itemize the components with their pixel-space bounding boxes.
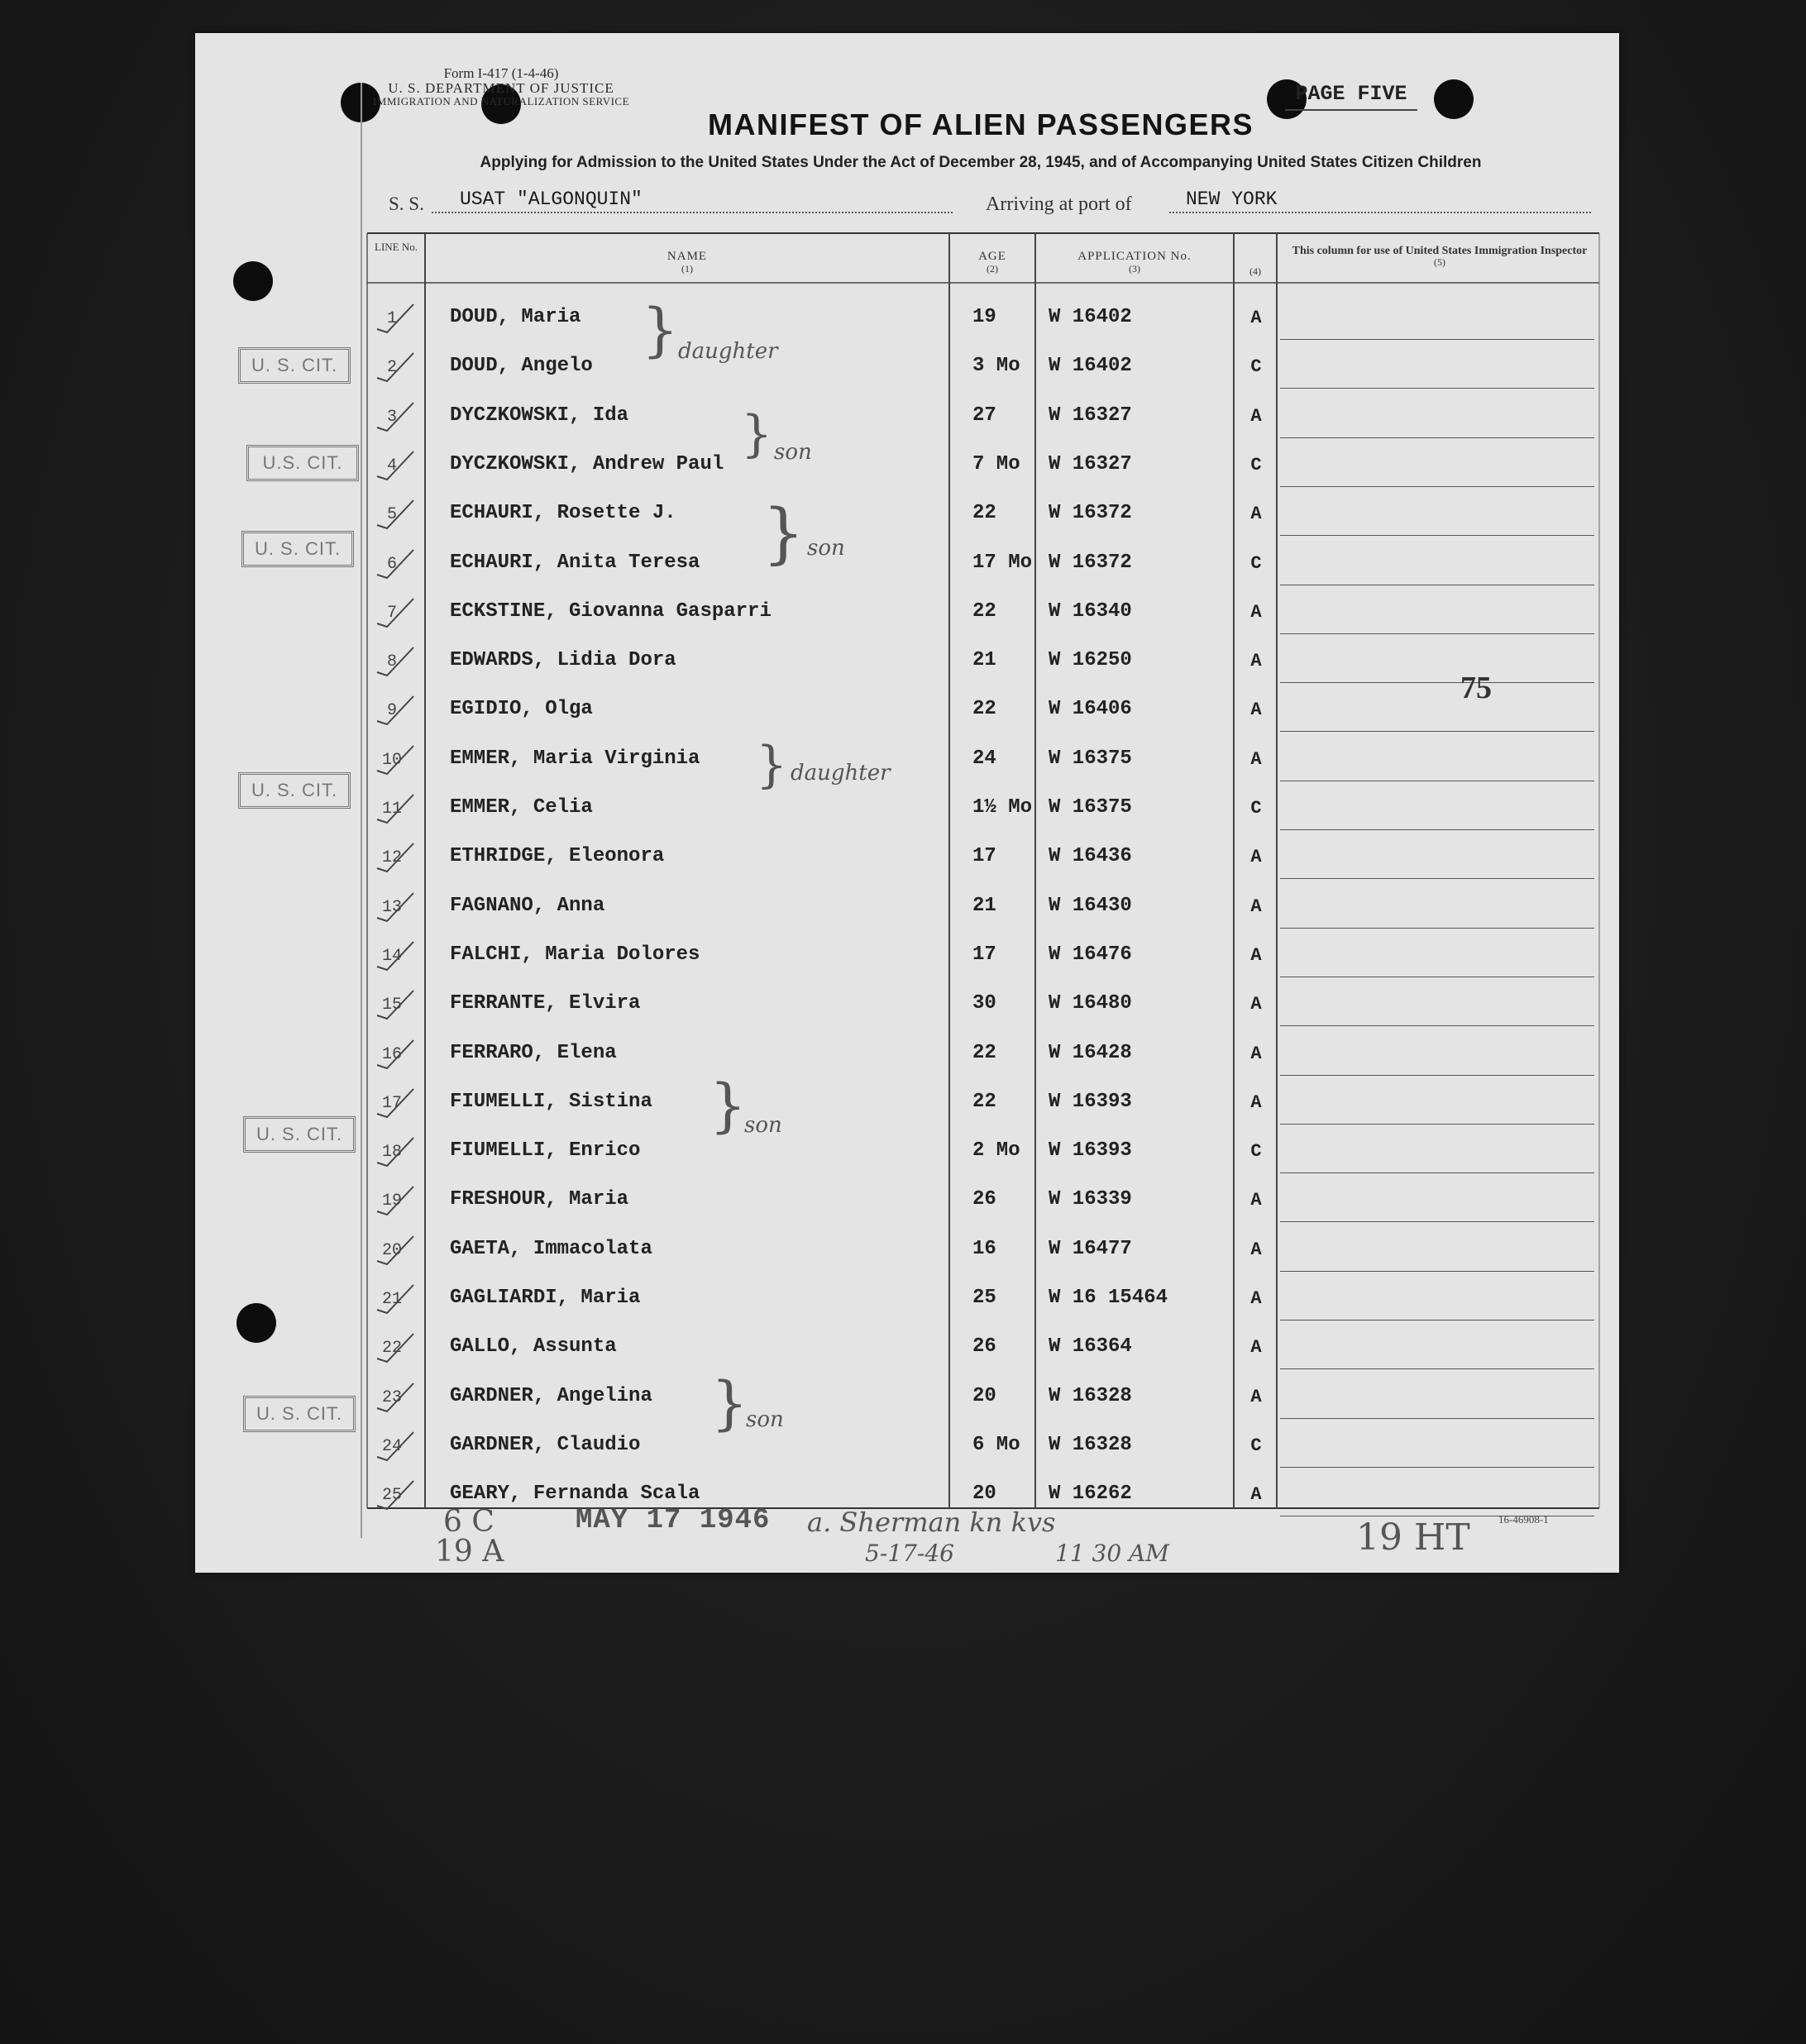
passenger-name: FERRARO, Elena <box>450 1041 617 1064</box>
passenger-age: 25 <box>972 1287 996 1309</box>
table-row <box>195 1082 1619 1131</box>
line-number: 11 <box>381 800 402 819</box>
tally-19ht: 19 HT <box>1356 1516 1470 1559</box>
application-number: W 16328 <box>1049 1384 1132 1407</box>
line-number: 20 <box>381 1240 402 1260</box>
line-number: 19 <box>381 1192 402 1211</box>
passenger-name: ECHAURI, Anita Teresa <box>450 551 700 574</box>
passenger-class: A <box>1250 1239 1262 1260</box>
passenger-class: A <box>1250 651 1262 672</box>
passenger-class: A <box>1250 1043 1262 1064</box>
passenger-name: FRESHOUR, Maria <box>450 1188 629 1211</box>
passenger-name: EMMER, Celia <box>450 796 593 819</box>
passenger-class: A <box>1250 1091 1262 1113</box>
inspector-rule <box>1280 1271 1594 1272</box>
passenger-name: GARDNER, Claudio <box>450 1433 641 1456</box>
application-number: W 16327 <box>1049 452 1132 475</box>
application-number: W 16406 <box>1049 698 1132 721</box>
passenger-name: EDWARDS, Lidia Dora <box>450 649 676 672</box>
table-row <box>195 1426 1619 1474</box>
passenger-class: C <box>1250 798 1262 819</box>
service-name: IMMIGRATION AND NATURALIZATION SERVICE <box>372 94 630 107</box>
line-number: 1 <box>386 309 397 328</box>
passenger-age: 6 Mo <box>972 1433 1020 1456</box>
application-number: W 16364 <box>1049 1335 1132 1359</box>
passenger-age: 1½ Mo <box>972 796 1033 819</box>
relation-note: son <box>746 1407 784 1432</box>
passenger-age: 22 <box>972 599 996 623</box>
passenger-class: A <box>1250 1288 1262 1309</box>
page-title: MANIFEST OF ALIEN PASSENGERS <box>707 107 1254 141</box>
passenger-name: GEARY, Fernanda Scala <box>450 1483 700 1506</box>
port-name: NEW YORK <box>1169 185 1591 213</box>
us-citizen-stamp: U. S. CIT. <box>238 347 351 384</box>
passenger-name: GALLO, Assunta <box>450 1335 617 1359</box>
us-citizen-stamp: U. S. CIT. <box>241 531 354 567</box>
inspector-rule <box>1280 1124 1594 1125</box>
handwritten-date: 5-17-46 <box>865 1540 954 1567</box>
passenger-age: 7 Mo <box>972 452 1020 475</box>
ship-label: S. S. <box>389 193 424 214</box>
application-number: W 16393 <box>1049 1139 1132 1163</box>
inspector-rule <box>1280 388 1594 389</box>
passenger-class: C <box>1250 1141 1262 1163</box>
table-row <box>195 1327 1619 1376</box>
passenger-age: 21 <box>972 649 996 672</box>
us-citizen-stamp: U.S. CIT. <box>246 445 359 481</box>
table-row <box>195 494 1619 542</box>
tally-19a: 19 A <box>435 1535 504 1569</box>
passenger-name: FAGNANO, Anna <box>450 894 605 917</box>
inspector-rule <box>1280 1368 1594 1369</box>
line-number: 2 <box>386 358 397 378</box>
col-header-age: AGE (2) <box>978 250 1006 275</box>
application-number: W 16372 <box>1049 551 1132 574</box>
ship-name: USAT "ALGONQUIN" <box>432 185 953 213</box>
application-number: W 16436 <box>1049 845 1132 868</box>
inspector-rule <box>1280 1172 1594 1173</box>
passenger-age: 20 <box>972 1483 996 1506</box>
relation-note: son <box>774 440 812 465</box>
passenger-age: 26 <box>972 1188 996 1211</box>
relation-note: son <box>744 1113 782 1138</box>
application-number: W 16476 <box>1049 943 1132 966</box>
application-number: W 16375 <box>1049 747 1132 770</box>
manifest-page <box>195 33 1619 1573</box>
passenger-class: A <box>1250 994 1262 1015</box>
table-row <box>195 543 1619 592</box>
line-number: 22 <box>381 1339 402 1359</box>
passenger-name: GARDNER, Angelina <box>450 1384 652 1407</box>
us-citizen-stamp: U. S. CIT. <box>243 1116 356 1153</box>
passenger-name: GAETA, Immacolata <box>450 1237 652 1260</box>
passenger-age: 22 <box>972 698 996 721</box>
passenger-name: GAGLIARDI, Maria <box>450 1287 641 1309</box>
passenger-age: 17 <box>972 845 996 868</box>
table-row <box>195 788 1619 837</box>
application-number: W 16328 <box>1049 1433 1132 1456</box>
passenger-class: A <box>1250 1190 1262 1211</box>
passenger-class: A <box>1250 944 1262 966</box>
inspector-rule <box>1280 486 1594 487</box>
handwritten-time: 11 30 AM <box>1055 1540 1169 1567</box>
line-number: 13 <box>381 897 402 917</box>
inspector-rule <box>1280 339 1594 340</box>
application-number: W 16428 <box>1049 1041 1132 1064</box>
inspector-rule <box>1280 1075 1594 1076</box>
passenger-name: FALCHI, Maria Dolores <box>450 943 700 966</box>
passenger-age: 22 <box>972 1041 996 1064</box>
passenger-name: EMMER, Maria Virginia <box>450 747 700 770</box>
table-row <box>195 1278 1619 1327</box>
col-header-name: NAME (1) <box>666 250 708 275</box>
line-number: 5 <box>386 505 397 525</box>
family-brace: } <box>741 405 773 463</box>
line-number: 25 <box>381 1486 402 1506</box>
line-number: 24 <box>381 1436 402 1456</box>
passenger-class: A <box>1250 847 1262 868</box>
passenger-age: 20 <box>972 1384 996 1407</box>
arrival-date-stamp: MAY 17 1946 <box>576 1505 771 1536</box>
line-number: 3 <box>386 407 397 427</box>
family-brace: } <box>756 736 788 794</box>
line-number: 8 <box>386 652 397 672</box>
line-number: 10 <box>381 750 402 770</box>
line-number: 4 <box>386 456 397 475</box>
passenger-age: 17 Mo <box>972 551 1033 574</box>
passenger-age: 3 Mo <box>972 355 1020 378</box>
application-number: W 16480 <box>1049 992 1132 1015</box>
line-number: 7 <box>386 603 397 623</box>
table-row <box>195 1377 1619 1426</box>
passenger-name: EGIDIO, Olga <box>450 698 593 721</box>
passenger-class: A <box>1250 601 1262 623</box>
inspector-rule <box>1280 1025 1594 1026</box>
inspector-rule <box>1280 437 1594 438</box>
application-number: W 16393 <box>1049 1090 1132 1113</box>
port-label: Arriving at port of <box>986 193 1132 215</box>
table-row <box>195 298 1619 346</box>
passenger-name: DOUD, Angelo <box>450 355 593 378</box>
table-row <box>195 886 1619 935</box>
table-row <box>195 739 1619 788</box>
table-row <box>195 346 1619 395</box>
passenger-age: 27 <box>972 404 996 427</box>
passenger-name: DOUD, Maria <box>450 306 581 328</box>
line-number: 9 <box>386 701 397 721</box>
passenger-class: A <box>1250 504 1262 525</box>
passenger-name: FIUMELLI, Enrico <box>450 1139 641 1163</box>
application-number: W 16402 <box>1049 306 1132 328</box>
passenger-age: 24 <box>972 747 996 770</box>
line-number: 12 <box>381 848 402 868</box>
table-row <box>195 837 1619 886</box>
table-row <box>195 1180 1619 1229</box>
us-citizen-stamp: U. S. CIT. <box>243 1396 356 1432</box>
passenger-class: A <box>1250 1386 1262 1407</box>
application-number: W 16262 <box>1049 1483 1132 1506</box>
table-row <box>195 935 1619 984</box>
col-header-inspector: This column for use of United States Immigration Inspector (5) <box>1292 245 1588 269</box>
form-header <box>311 66 691 107</box>
table-row <box>195 1230 1619 1278</box>
passenger-class: A <box>1250 1484 1262 1506</box>
passenger-class: C <box>1250 552 1262 574</box>
line-number: 14 <box>381 946 402 966</box>
family-brace: } <box>642 296 679 364</box>
line-number: 6 <box>386 554 397 574</box>
family-brace: } <box>762 494 805 571</box>
inspector-rule <box>1280 1467 1594 1468</box>
inspector-rule <box>1280 829 1594 830</box>
passenger-class: A <box>1250 1337 1262 1359</box>
passenger-age: 22 <box>972 502 996 525</box>
application-number: W 16327 <box>1049 404 1132 427</box>
page-number: PAGE FIVE <box>1285 79 1417 111</box>
form-number: Form I-417 (1-4-46) <box>443 65 559 81</box>
table-row <box>195 592 1619 641</box>
passenger-name: FIUMELLI, Sistina <box>450 1090 652 1113</box>
passenger-name: ECHAURI, Rosette J. <box>450 502 676 525</box>
inspector-rule <box>1280 1221 1594 1222</box>
passenger-name: DYCZKOWSKI, Andrew Paul <box>450 452 724 475</box>
passenger-age: 19 <box>972 306 996 328</box>
application-number: W 16375 <box>1049 796 1132 819</box>
passenger-class: C <box>1250 454 1262 475</box>
tally-6c: 6 C <box>443 1505 494 1539</box>
passenger-name: FERRANTE, Elvira <box>450 992 641 1015</box>
table-row <box>195 641 1619 690</box>
relation-note: son <box>807 536 845 561</box>
print-code: 16-46908-1 <box>1498 1513 1549 1526</box>
application-number: W 16250 <box>1049 649 1132 672</box>
line-number: 21 <box>381 1290 402 1309</box>
passenger-age: 30 <box>972 992 996 1015</box>
table-row <box>195 690 1619 738</box>
passenger-class: A <box>1250 748 1262 770</box>
passenger-class: A <box>1250 405 1262 427</box>
ship-info <box>389 185 1588 218</box>
relation-note: daughter <box>791 761 891 786</box>
inspector-rule <box>1280 731 1594 732</box>
us-citizen-stamp: U. S. CIT. <box>238 772 351 809</box>
line-number: 23 <box>381 1387 402 1407</box>
passenger-name: ETHRIDGE, Eleonora <box>450 845 665 868</box>
line-number: 15 <box>381 996 402 1015</box>
application-number: W 16 15464 <box>1049 1287 1168 1309</box>
line-number: 17 <box>381 1093 402 1113</box>
col-header-4: (4) <box>1249 265 1261 277</box>
passenger-age: 16 <box>972 1237 996 1260</box>
line-number: 18 <box>381 1143 402 1163</box>
table-row <box>195 396 1619 445</box>
inspector-rule <box>1280 1418 1594 1419</box>
inspector-rule <box>1280 682 1594 683</box>
col-header-line: LINE No. <box>375 241 418 253</box>
table-row <box>195 445 1619 494</box>
table-row <box>195 1034 1619 1082</box>
inspector-rule <box>1280 633 1594 634</box>
table-row <box>195 984 1619 1033</box>
passenger-age: 17 <box>972 943 996 966</box>
passenger-age: 26 <box>972 1335 996 1359</box>
passenger-name: ECKSTINE, Giovanna Gasparri <box>450 599 772 623</box>
inspector-count: 75 <box>1460 671 1492 705</box>
passenger-age: 2 Mo <box>972 1139 1020 1163</box>
inspector-signature: a. Sherman kn kvs <box>807 1507 1056 1538</box>
page-subtitle: Applying for Admission to the United States Under the Act of December 28, 1945, and of Accompanying United States Citizen Children <box>480 154 1482 171</box>
family-brace: } <box>710 1072 747 1139</box>
passenger-class: A <box>1250 895 1262 917</box>
relation-note: daughter <box>678 339 778 364</box>
col-header-application: APPLICATION No. (3) <box>1077 250 1192 275</box>
passenger-class: C <box>1250 356 1262 378</box>
line-number: 16 <box>381 1044 402 1064</box>
application-number: W 16430 <box>1049 894 1132 917</box>
passenger-age: 21 <box>972 894 996 917</box>
application-number: W 16402 <box>1049 355 1132 378</box>
application-number: W 16339 <box>1049 1188 1132 1211</box>
table-row <box>195 1131 1619 1180</box>
passenger-age: 22 <box>972 1090 996 1113</box>
passenger-class: A <box>1250 700 1262 721</box>
inspector-rule <box>1280 928 1594 929</box>
inspector-rule <box>1280 535 1594 536</box>
passenger-name: DYCZKOWSKI, Ida <box>450 404 629 427</box>
passenger-class: A <box>1250 308 1262 328</box>
inspector-rule <box>1280 878 1594 879</box>
punch-hole <box>233 261 273 301</box>
family-brace: } <box>711 1369 748 1437</box>
department-name: U. S. DEPARTMENT OF JUSTICE <box>388 79 614 96</box>
application-number: W 16372 <box>1049 502 1132 525</box>
passenger-class: C <box>1250 1435 1262 1456</box>
application-number: W 16340 <box>1049 599 1132 623</box>
application-number: W 16477 <box>1049 1237 1132 1260</box>
